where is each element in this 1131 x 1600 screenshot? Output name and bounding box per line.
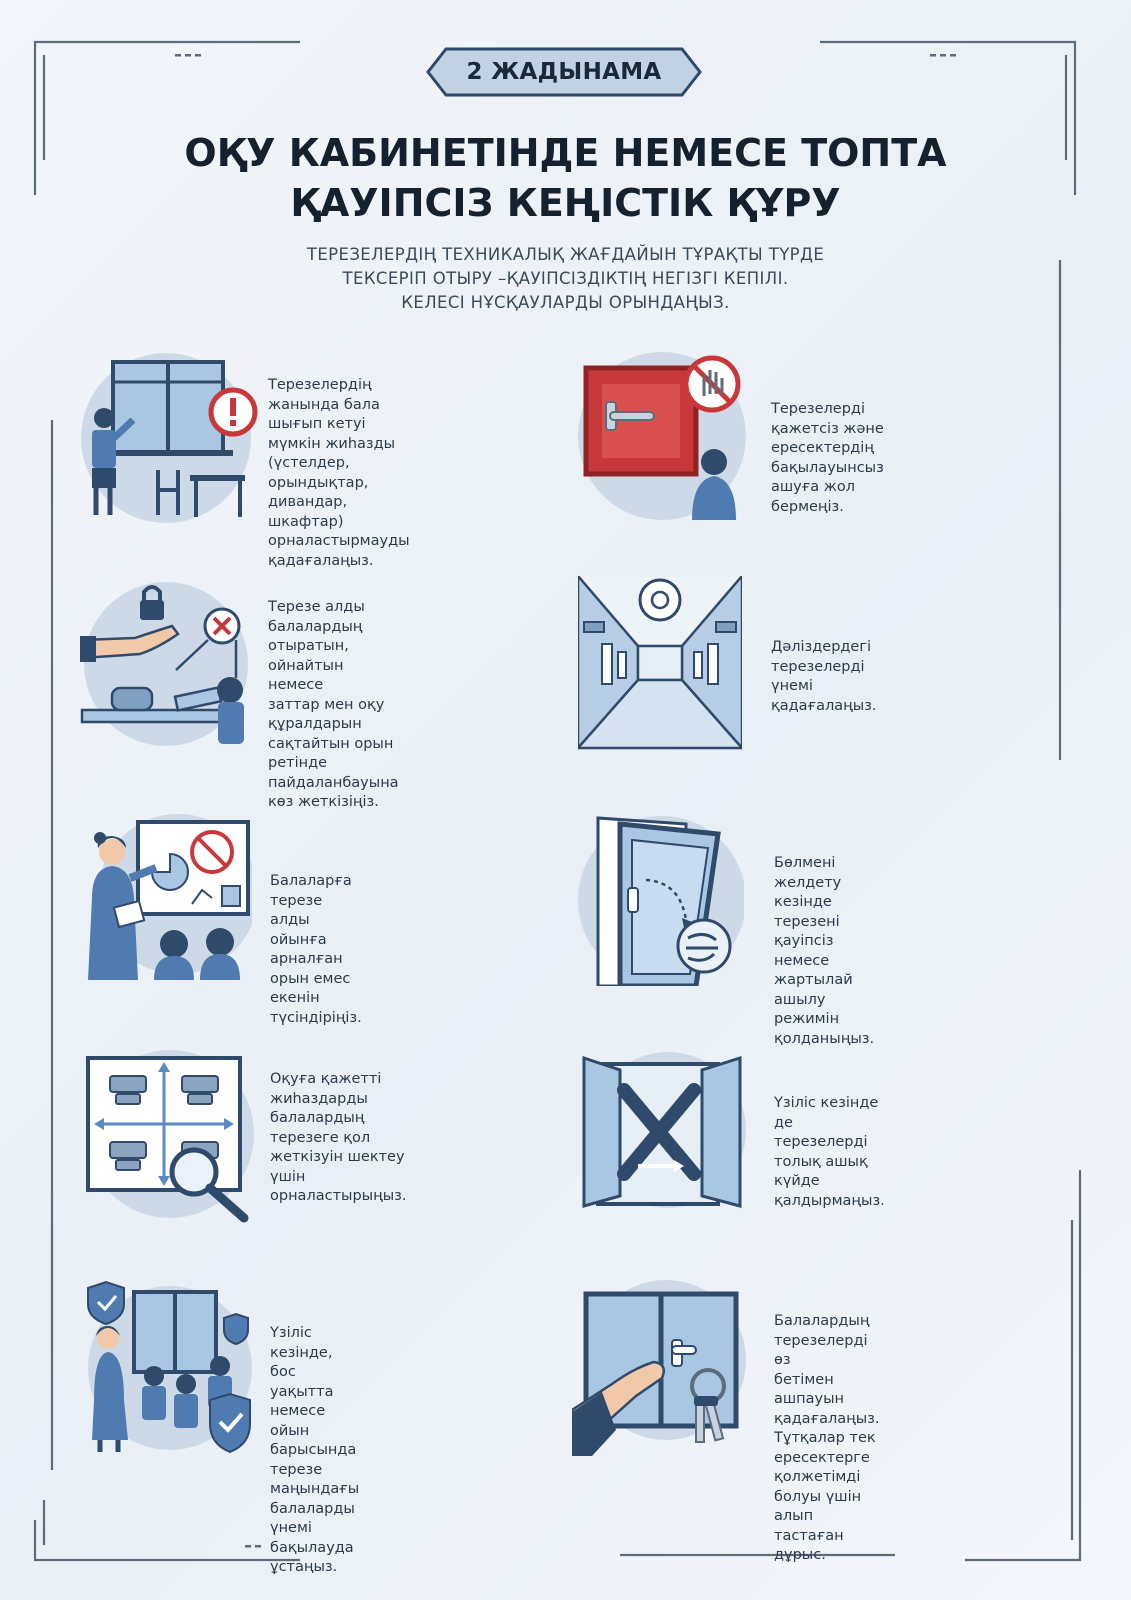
instruction-text [270, 1070, 406, 1207]
text-line: Терезе алды балалардың [268, 599, 365, 635]
page-title [60, 128, 1071, 228]
window-closed-cross-icon [578, 1050, 746, 1210]
text-line: Үзіліс кезінде, бос уақытта [270, 1325, 334, 1400]
text-line: тастаған дұрыс. [774, 1527, 844, 1563]
text-line: Оқуға қажетті жиһаздарды [270, 1071, 382, 1107]
memo-number-badge [424, 47, 704, 97]
text-line: қолданыңыз. [774, 1030, 875, 1047]
windowsill-storage-icon [80, 578, 252, 748]
text-line: жеткізуін шектеу үшін [270, 1149, 405, 1185]
text-line: дивандар, шкафтар) [268, 494, 348, 530]
furniture-plan-icon [84, 1046, 256, 1224]
text-line: сақтайтын орын ретінде [268, 735, 394, 771]
text-line: Терезелердің жанында бала [268, 377, 380, 413]
text-line: Балалардың терезелерді өз [774, 1313, 870, 1368]
instruction-text [268, 376, 410, 571]
text-line: (үстелдер, орындықтар, [268, 455, 369, 491]
text-line: түсіндіріңіз. [270, 1009, 362, 1026]
text-line: Үзіліс кезінде де терезелерді [774, 1095, 879, 1150]
instruction-text [774, 1312, 880, 1566]
instruction-text [268, 598, 399, 813]
text-line: бетімен ашпауын қадағалаңыз. [774, 1371, 880, 1427]
text-line: орналастырыңыз. [270, 1188, 407, 1204]
text-line: отыратын, ойнайтын немесе [268, 638, 349, 693]
window-furniture-icon [78, 350, 258, 525]
page-subtitle [100, 243, 1031, 315]
text-line: немесе ойын барысында [270, 1403, 357, 1458]
text-line: үнемі қадағалаңыз. [771, 678, 877, 714]
text-line: Дәліздердегі терезелерді [771, 639, 871, 675]
instruction-text [774, 1094, 885, 1211]
text-line: қадағалаңыз. [268, 552, 374, 569]
text-line: ашуға жол бермеңіз. [771, 479, 855, 515]
text-line: Тұтқалар тек ересектерге [774, 1430, 876, 1466]
text-line: Бөлмені желдету кезінде [774, 855, 842, 910]
text-line: терезе маңындағы балаларды [270, 1461, 360, 1517]
subtitle-line: КЕЛЕСІ НҰСҚАУЛАРДЫ ОРЫНДАҢЫЗ. [401, 293, 730, 312]
badge-text: 2 ЖАДЫНАМА [466, 59, 662, 85]
text-line: қалдырмаңыз. [774, 1192, 885, 1209]
handle-keys-icon [572, 1280, 748, 1456]
subtitle-line: ТЕКСЕРІП ОТЫРУ –ҚАУІПСІЗДІКТІҢ НЕГІЗГІ КЕПІЛІ. [342, 269, 789, 288]
supervision-shield-icon [80, 1280, 256, 1456]
corridor-cameras-icon [578, 576, 742, 750]
text-line: Терезелерді қажетсіз және [771, 401, 884, 437]
title-line: ҚАУІПСІЗ КЕҢІСТІК ҚҰРУ [290, 181, 841, 225]
text-line: пайдаланбауына көз жеткізіңіз. [268, 774, 399, 810]
no-opening-icon [572, 350, 752, 522]
text-line: заттар мен оқу құралдарын [268, 696, 385, 732]
instruction-text [771, 638, 877, 716]
text-line: Балаларға терезе алды ойынға [270, 873, 352, 948]
text-line: шығып кетуі мүмкін жиһазды [268, 416, 396, 452]
text-line: арналған орын емес екенін [270, 951, 351, 1006]
text-line: терезені қауіпсіз немесе [774, 913, 840, 969]
text-line: үнемі бақылауда ұстаңыз. [270, 1520, 354, 1575]
text-line: орналастырмауды [268, 533, 410, 549]
text-line: толық ашық күйде [774, 1153, 868, 1189]
instruction-text [270, 872, 362, 1028]
tilt-window-icon [568, 810, 744, 986]
instruction-text [774, 854, 874, 1049]
text-line: жартылай ашылу режимін [774, 972, 853, 1027]
text-line: қолжетімді болуы үшін алып [774, 1469, 862, 1524]
text-line: балалардың терезеге қол [270, 1110, 371, 1146]
subtitle-line: ТЕРЕЗЕЛЕРДІҢ ТЕХНИКАЛЫҚ ЖАҒДАЙЫН ТҰРАҚТЫ ТҮРДЕ [306, 245, 825, 264]
instruction-text [270, 1324, 359, 1578]
teacher-explaining-icon [80, 808, 252, 982]
title-line: ОҚУ КАБИНЕТІНДЕ НЕМЕСЕ ТОПТА [184, 131, 947, 175]
instruction-text [771, 400, 884, 517]
text-line: ересектердің бақылауынсыз [771, 440, 884, 476]
